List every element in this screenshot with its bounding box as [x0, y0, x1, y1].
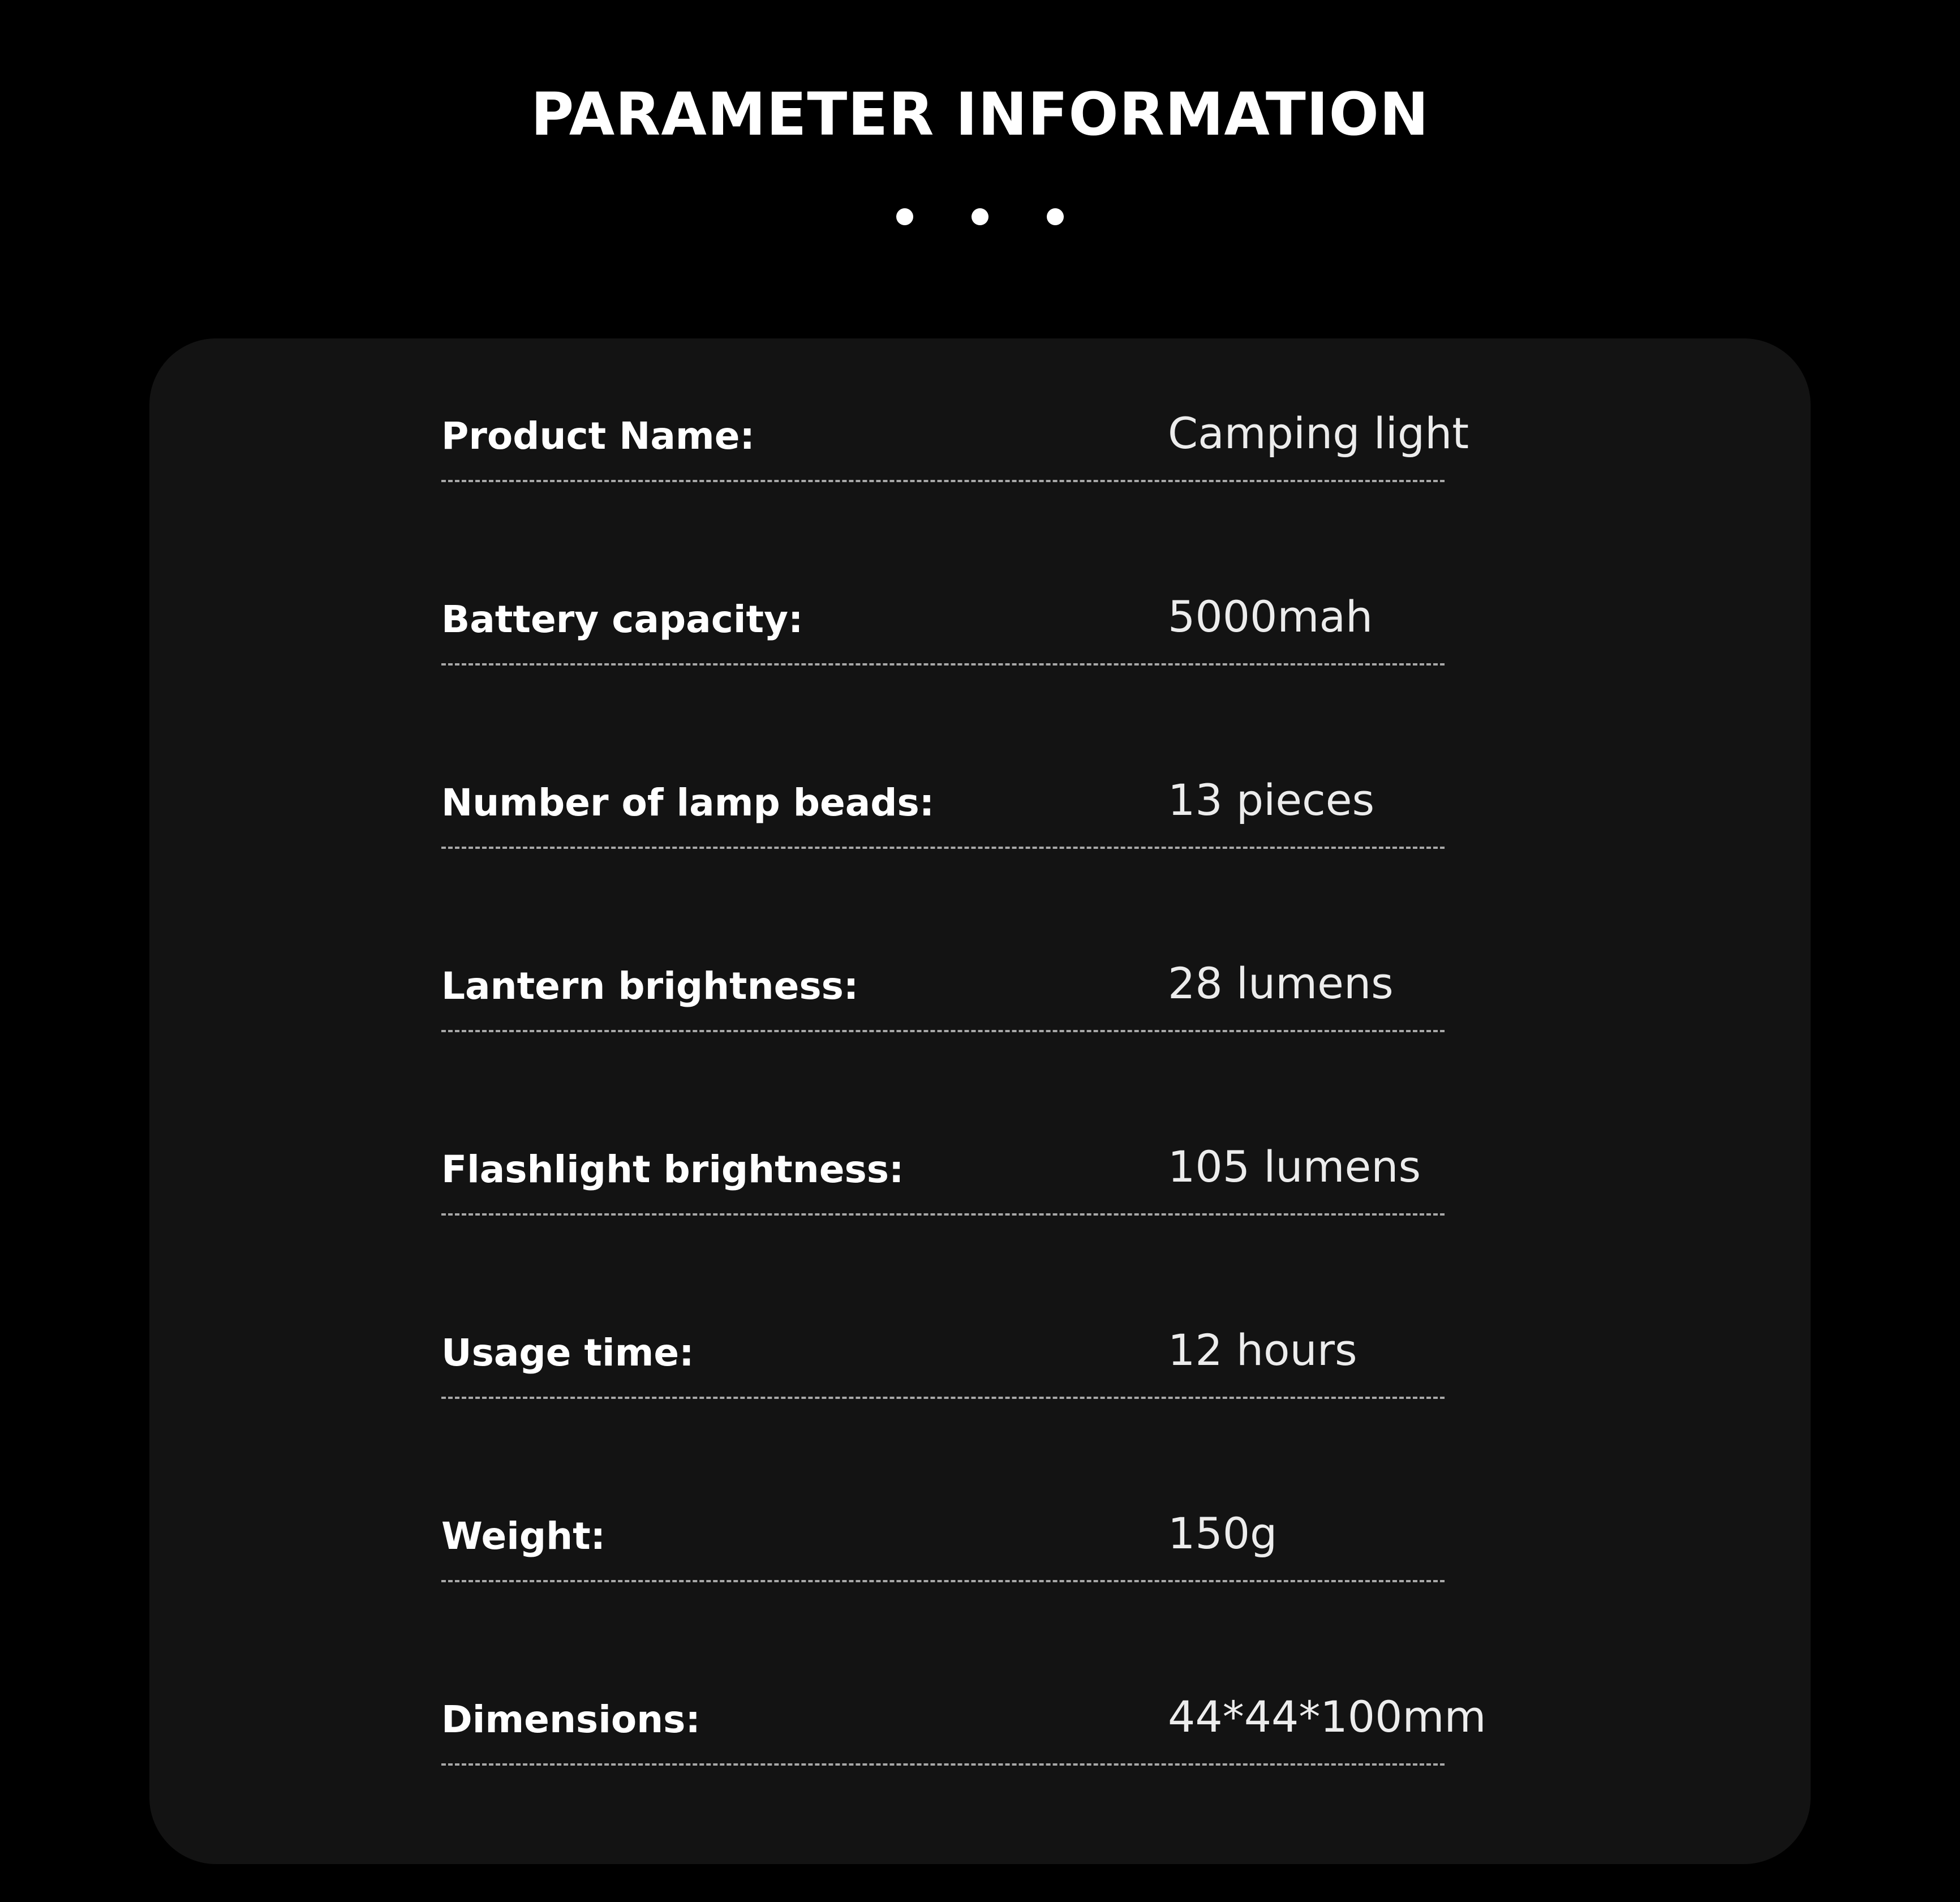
- parameter-label: Weight:: [441, 1514, 606, 1558]
- parameter-value: 5000mah: [1168, 591, 1373, 642]
- parameter-row-divider: [441, 1496, 1445, 1582]
- parameter-row-divider: [441, 1680, 1486, 1766]
- parameter-value: Camping light: [1168, 408, 1469, 458]
- parameter-value: 44*44*100mm: [1168, 1691, 1486, 1742]
- dot-icon: [896, 208, 913, 225]
- parameter-label: Usage time:: [441, 1331, 694, 1375]
- parameter-row-divider: [441, 1313, 1445, 1399]
- parameter-row-battery-capacity: [441, 579, 1445, 763]
- parameter-value: 150g: [1168, 1508, 1278, 1558]
- parameter-value: 105 lumens: [1168, 1141, 1421, 1192]
- parameter-row-divider: [441, 763, 1445, 849]
- parameter-row-lamp-beads: [441, 763, 1445, 946]
- parameter-row-product-name: [441, 396, 1469, 579]
- parameter-row-divider: [441, 579, 1445, 666]
- parameter-label: Number of lamp beads:: [441, 781, 935, 825]
- parameter-row-weight: [441, 1496, 1445, 1680]
- parameter-label: Battery capacity:: [441, 598, 803, 641]
- parameter-row-divider: [441, 396, 1469, 482]
- parameter-label: Dimensions:: [441, 1698, 700, 1741]
- parameter-row-flashlight-brightness: [441, 1130, 1445, 1313]
- parameter-row-divider: [441, 946, 1445, 1032]
- parameter-value: 12 hours: [1168, 1325, 1357, 1375]
- parameter-label: Flashlight brightness:: [441, 1148, 904, 1191]
- page-title: PARAMETER INFORMATION: [531, 80, 1429, 149]
- decorative-dots: [0, 208, 1960, 225]
- dot-icon: [1047, 208, 1064, 225]
- dot-icon: [972, 208, 988, 225]
- parameter-row-usage-time: [441, 1313, 1445, 1496]
- parameter-list: [441, 396, 1486, 1863]
- parameter-value: 13 pieces: [1168, 775, 1375, 825]
- parameter-row-divider: [441, 1130, 1445, 1216]
- parameter-label: Product Name:: [441, 414, 755, 458]
- parameter-label: Lantern brightness:: [441, 964, 859, 1008]
- parameter-row-dimensions: [441, 1680, 1486, 1863]
- parameter-row-lantern-brightness: [441, 946, 1445, 1130]
- parameter-value: 28 lumens: [1168, 958, 1394, 1008]
